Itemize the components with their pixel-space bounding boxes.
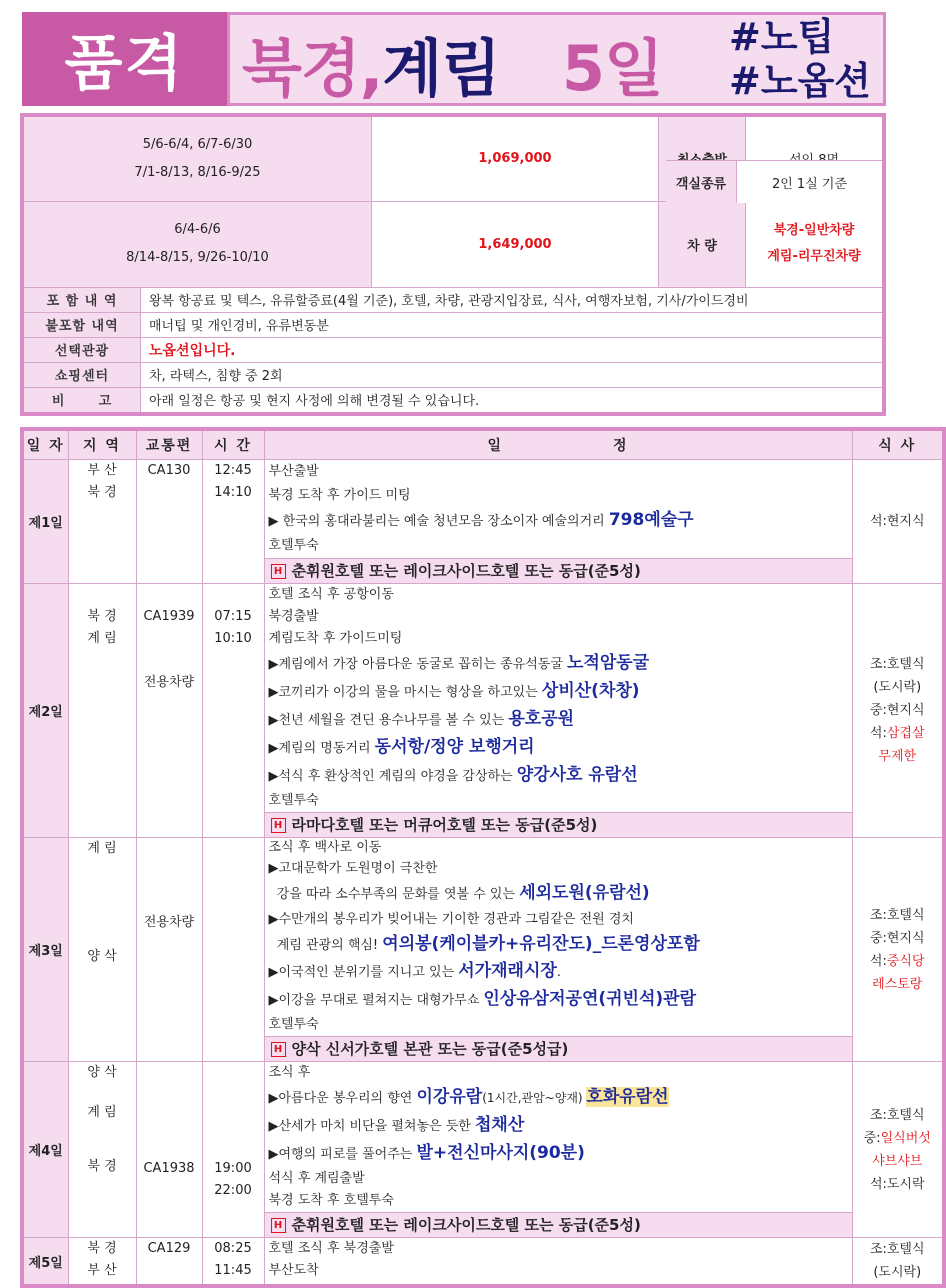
detail-value: 매너팁 및 개인경비, 유류변동분: [141, 312, 885, 337]
schedule-line: 조식 후: [268, 1065, 311, 1080]
detail-value: 노옵션입니다.: [141, 337, 885, 362]
info-table: [20, 113, 886, 416]
highlight-spot: 동서항/정양 보행거리: [374, 737, 535, 757]
transport-cell: [136, 838, 202, 1062]
detail-label: 포 함 내 역: [22, 287, 141, 312]
hotel-name: 양삭 신서가호텔 본관 또는 동급(준5성급): [291, 1040, 569, 1058]
vehicle: 전용차량: [143, 915, 195, 930]
price-dates-1: [22, 115, 372, 201]
day-row: [22, 460, 944, 584]
day-row: [22, 1238, 944, 1287]
meal-cell: [852, 838, 944, 1062]
schedule-line: [269, 508, 848, 534]
vehicle: 전용차량: [143, 675, 195, 690]
schedule-cell: [264, 1062, 852, 1238]
title-badge: 품격: [22, 12, 227, 106]
car-beijing: 북경-일반차량: [773, 223, 855, 238]
time-cell: [202, 1062, 264, 1238]
highlight-spot: 서가재래시장: [458, 961, 557, 981]
highlight-cruise: 호화유람선: [586, 1087, 669, 1107]
col-time: 시 간: [202, 429, 264, 460]
day-label: 제1일: [22, 460, 68, 584]
region: 계 림: [87, 841, 117, 856]
room-type-row: [666, 160, 882, 203]
highlight-spot: 발+전신마사지(90분): [416, 1143, 585, 1163]
car-label: 차 량: [659, 201, 746, 287]
detail-label: 쇼핑센터: [22, 362, 141, 387]
meal: 석:현지식: [869, 514, 925, 529]
schedule-line: 부산출발: [268, 464, 319, 479]
line-text: 계림 관광의 핵심!: [268, 938, 383, 953]
meal: [853, 950, 943, 973]
region: 북 경: [87, 485, 117, 500]
room-type-label: 객실종류: [666, 161, 737, 203]
detail-value: 차, 라텍스, 침향 중 2회: [141, 362, 885, 387]
schedule-line: [269, 1112, 848, 1140]
time-cell: [202, 838, 264, 1062]
price-2: 1,649,000: [372, 201, 659, 287]
schedule-cell: [264, 460, 852, 584]
title-city1: 북경,: [242, 32, 383, 105]
schedule-line: [269, 986, 848, 1014]
dates-line: 5/6-6/4, 6/7-6/30: [142, 136, 253, 152]
hotel-name: 춘휘원호텔 또는 레이크사이드호텔 또는 동급(준5성): [291, 562, 641, 580]
schedule-line: 계림도착 후 가이드미팅: [268, 631, 403, 646]
day-label: 제5일: [22, 1238, 68, 1287]
meal-special: 샤브샤브: [872, 1153, 923, 1169]
line-text: ▶이강을 무대로 펼쳐지는 대형가무쇼: [268, 993, 484, 1008]
tag-nooption: #노옵션: [729, 59, 871, 103]
detail-label: 선택관광: [22, 337, 141, 362]
schedule-cell: [264, 584, 852, 838]
highlight-spot: 첩채산: [474, 1115, 525, 1135]
region: 북 경: [87, 609, 117, 624]
time-cell: [202, 584, 264, 838]
region-cell: [68, 838, 136, 1062]
highlight-spot: 용호공원: [508, 709, 575, 729]
schedule-line: 호텔투숙: [268, 793, 319, 808]
title-tags: [729, 15, 871, 103]
schedule-line: [269, 1140, 848, 1168]
hotel-icon: H: [271, 818, 286, 833]
line-text: .: [556, 965, 561, 980]
time: 07:15: [214, 609, 252, 624]
meal-cell: [852, 584, 944, 838]
flight: CA130: [147, 463, 191, 478]
meal: 조:호텔식: [869, 1242, 925, 1257]
time: 12:45: [214, 463, 252, 478]
line-text: ▶계림의 명동거리: [268, 741, 375, 756]
schedule-line: 호텔 조식 후 공항이동: [268, 587, 394, 602]
car-guilin: 계림-리무진차량: [767, 249, 861, 264]
line-text: ▶코끼리가 이강의 물을 마시는 형상을 하고있는: [268, 685, 542, 700]
meal-cell: [852, 1062, 944, 1238]
schedule-line: [269, 932, 848, 958]
transport-cell: [136, 460, 202, 584]
line-text: (1시간,관암~양재): [482, 1091, 587, 1105]
schedule-cell: [264, 1238, 852, 1287]
time: 22:00: [214, 1183, 252, 1198]
flight: CA129: [147, 1241, 191, 1256]
time-cell: [202, 1238, 264, 1287]
highlight-spot: 인상유삼저공연(귀빈석)관람: [483, 989, 697, 1009]
region: 양 삭: [87, 1065, 117, 1080]
flight: CA1939: [143, 609, 195, 624]
day-row: [22, 1062, 944, 1238]
meal: 중:현지식: [869, 703, 925, 718]
schedule-line: 북경 도착 후 호텔투숙: [268, 1193, 394, 1208]
car-value: [746, 201, 885, 287]
schedule-line: ▶수만개의 봉우리가 빚어내는 기이한 경관과 그림같은 전원 경치: [268, 912, 634, 927]
schedule-line: [269, 650, 848, 678]
meal-special: 중식당: [886, 953, 925, 969]
schedule-line: 호텔투숙: [268, 1017, 319, 1032]
time: 19:00: [214, 1161, 252, 1176]
schedule-cell: [264, 838, 852, 1062]
hotel-line: [265, 812, 852, 837]
col-region: 지 역: [68, 429, 136, 460]
meal-prefix: 중:: [863, 1130, 881, 1146]
region: 부 산: [87, 463, 117, 478]
schedule-line: 부산도착: [268, 1263, 319, 1278]
price-1: 1,069,000: [372, 115, 659, 201]
line-text: ▶산세가 마치 비단을 펼쳐놓은 듯한: [268, 1119, 475, 1134]
meal: 석:도시락: [869, 1176, 925, 1192]
price-dates-2: [22, 201, 372, 287]
schedule-line: 석식 후 계림출발: [268, 1171, 365, 1186]
day-label: 제3일: [22, 838, 68, 1062]
meal: 중:현지식: [869, 930, 925, 946]
page-title: [242, 19, 663, 108]
meal: [853, 722, 943, 745]
dates-line: 6/4-6/6: [174, 222, 221, 237]
meal-cell: [852, 1238, 944, 1287]
line-text: ▶여행의 피로를 풀어주는: [268, 1147, 417, 1162]
itinerary-table: [20, 427, 946, 1288]
hotel-line: [265, 1212, 852, 1237]
line-text: ▶아름다운 봉우리의 향연: [268, 1091, 417, 1106]
hotel-icon: H: [271, 564, 286, 579]
hotel-line: [265, 1036, 852, 1061]
transport-cell: [136, 584, 202, 838]
schedule-line: [269, 880, 848, 908]
meal: 조:호텔식: [869, 1107, 925, 1123]
time: 10:10: [214, 631, 252, 646]
meal-prefix: 석:: [869, 726, 887, 741]
schedule-line: 호텔 조식 후 북경출발: [268, 1241, 394, 1256]
time: 11:45: [214, 1263, 252, 1278]
line-text: ▶이국적인 분위기를 지니고 있는: [268, 965, 459, 980]
room-type-value: 2인 1실 기준: [771, 176, 848, 192]
region: 계 림: [87, 631, 117, 646]
region-cell: [68, 460, 136, 584]
day-label: 제4일: [22, 1062, 68, 1238]
transport-cell: [136, 1238, 202, 1287]
col-transport: 교통편: [136, 429, 202, 460]
dates-line: 7/1-8/13, 8/16-9/25: [134, 164, 261, 180]
highlight-spot: 세외도원(유람선): [519, 883, 650, 903]
title-duration: 5일: [561, 32, 663, 105]
region-cell: [68, 1062, 136, 1238]
line-text: ▶계림에서 가장 아름다운 동굴로 꼽히는 종유석동굴: [268, 657, 568, 672]
region-cell: [68, 1238, 136, 1287]
schedule-line: [269, 762, 848, 790]
meal-special: 삼겹살: [886, 726, 925, 741]
hotel-icon: H: [271, 1218, 286, 1233]
line-text: ▶석식 후 환상적인 계림의 야경을 감상하는: [268, 769, 517, 784]
region: 부 산: [87, 1263, 117, 1278]
highlight-spot: 798예술구: [608, 510, 694, 530]
region: 북 경: [87, 1159, 117, 1174]
schedule-line: [269, 706, 848, 734]
day-row: [22, 584, 944, 838]
col-schedule: 일 정: [264, 429, 852, 460]
time: 14:10: [214, 485, 252, 500]
meal-special: 레스토랑: [872, 976, 923, 992]
schedule-line: [269, 734, 848, 762]
title-city2: 계림: [382, 32, 501, 105]
line-text: ▶ 한국의 홍대라불리는 예술 청년모음 장소이자 예술의거리: [268, 514, 609, 529]
highlight-spot: 노적암동굴: [567, 653, 650, 673]
region-cell: [68, 584, 136, 838]
region: 양 삭: [87, 949, 117, 964]
time: 08:25: [214, 1241, 252, 1256]
col-day: 일 자: [22, 429, 68, 460]
highlight-spot: 이강유람: [416, 1087, 483, 1107]
detail-value: 아래 일정은 항공 및 현지 사정에 의해 변경될 수 있습니다.: [141, 387, 885, 414]
schedule-line: 조식 후 백사로 이동: [268, 840, 382, 855]
tag-notip: #노팁: [729, 15, 835, 59]
detail-value: 왕복 항공료 및 텍스, 유류할증료(4월 기준), 호텔, 차량, 관광지입장료, 식사, 여행자보험, 기사/가이드경비: [141, 287, 885, 312]
schedule-line: ▶고대문학가 도원명이 극찬한: [268, 861, 438, 876]
meal-prefix: 석:: [869, 953, 887, 969]
time-cell: [202, 460, 264, 584]
region: 계 림: [87, 1105, 117, 1120]
line-text: 강을 따라 소수부족의 문화를 엿볼 수 있는: [268, 887, 520, 902]
schedule-line: 북경출발: [268, 609, 319, 624]
meal-special: 일식버섯: [880, 1130, 931, 1146]
meal: 조:호텔식: [869, 907, 925, 923]
meal: 조:호텔식: [869, 657, 925, 672]
hotel-line: [265, 558, 852, 583]
hotel-icon: H: [271, 1042, 286, 1057]
detail-label: 불포함 내역: [22, 312, 141, 337]
schedule-line: [269, 678, 848, 706]
day-row: [22, 838, 944, 1062]
meal: (도시락): [873, 680, 922, 695]
transport-cell: [136, 1062, 202, 1238]
meal: (도시락): [873, 1265, 922, 1280]
highlight-spot: 여의봉(케이블카+유리잔도)_드론영상포함: [382, 934, 700, 954]
detail-label: 비 고: [22, 387, 141, 414]
schedule-line: [269, 958, 848, 986]
highlight-spot: 양강사호 유람선: [516, 765, 638, 785]
meal-special: 무제한: [878, 749, 917, 764]
meal-cell: [852, 460, 944, 584]
region: 북 경: [87, 1241, 117, 1256]
flight: CA1938: [143, 1161, 195, 1176]
schedule-line: 북경 도착 후 가이드 미팅: [268, 488, 411, 503]
dates-line: 8/14-8/15, 9/26-10/10: [126, 250, 269, 265]
schedule-line: 호텔투숙: [268, 538, 319, 553]
hotel-name: 춘휘원호텔 또는 레이크사이드호텔 또는 동급(준5성): [291, 1216, 641, 1234]
day-label: 제2일: [22, 584, 68, 838]
highlight-spot: 상비산(차창): [541, 681, 640, 701]
schedule-line: [269, 1084, 848, 1112]
hotel-name: 라마다호텔 또는 머큐어호텔 또는 동급(준5성): [291, 816, 598, 834]
meal: [853, 1127, 943, 1150]
line-text: ▶천년 세월을 견딘 용수나무를 볼 수 있는: [268, 713, 509, 728]
title-banner: [227, 12, 886, 106]
col-meal: 식 사: [852, 429, 944, 460]
